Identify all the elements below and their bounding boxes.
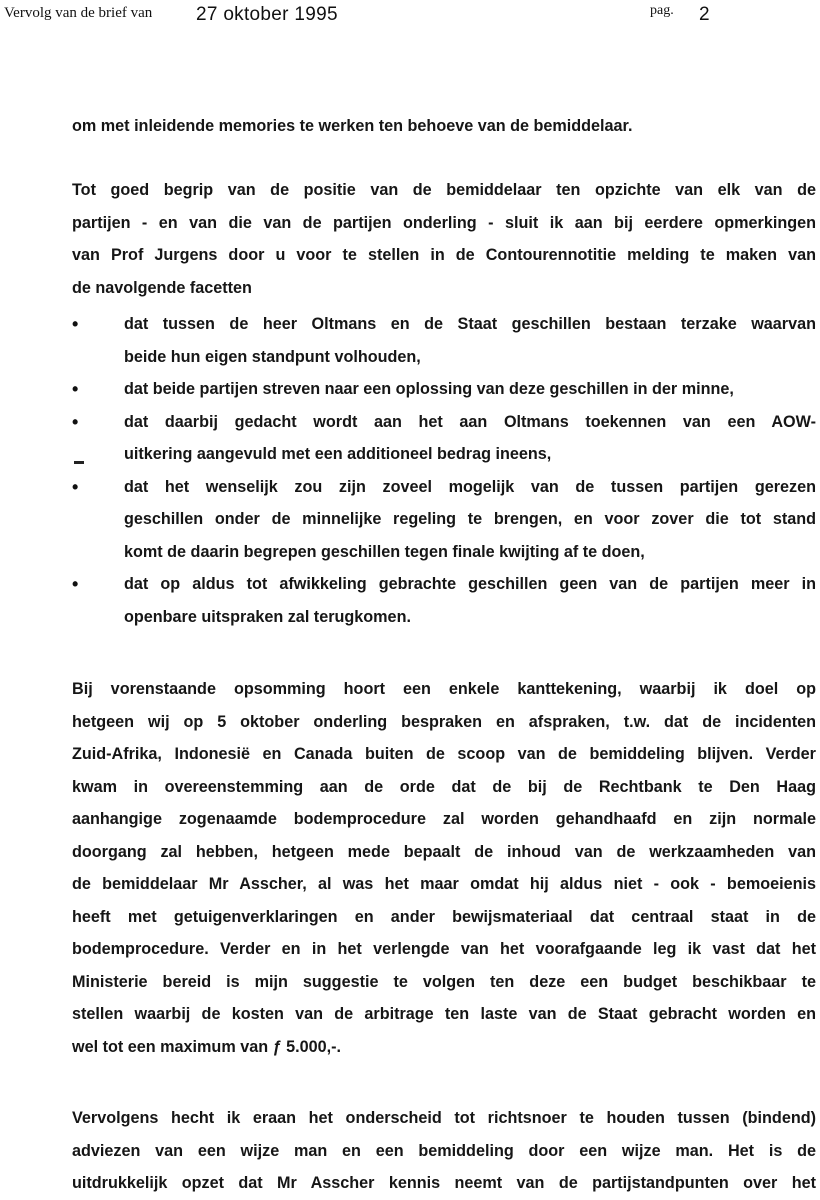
list-item: [72, 308, 816, 373]
text-line: Zuid-Afrika, Indonesië en Canada buiten de scoop van de bemiddeling blijven. Verder: [72, 745, 816, 763]
text-line: komt de daarin begrepen geschillen tegen finale kwijting af te doen,: [124, 542, 645, 561]
text-line: om met inleidende memories te werken ten behoeve van de bemiddelaar.: [72, 117, 633, 135]
text-line: openbare uitspraken zal terugkomen.: [124, 607, 411, 626]
bullet-list: [72, 308, 816, 633]
text-line: Ministerie bereid is mijn suggestie te volgen ten deze een budget beschikbaar te: [72, 972, 816, 991]
text-line: adviezen van een wijze man en een bemiddeling door een wijze man. Het is de: [72, 1141, 816, 1160]
text-line: hetgeen wij op 5 oktober onderling bespraken en afspraken, t.w. dat de incidenten: [72, 712, 816, 731]
text-line: stellen waarbij de kosten van de arbitrage ten laste van de Staat gebracht worden en: [72, 1005, 816, 1023]
text-line: beide hun eigen standpunt volhouden,: [124, 347, 421, 366]
text-line: wel tot een maximum van ƒ 5.000,-.: [72, 1037, 341, 1056]
paragraph-3: [72, 673, 816, 1063]
text-line: uitdrukkelijk opzet dat Mr Asscher kennis neemt van de partijstandpunten over het: [72, 1174, 816, 1192]
continuation-label: Vervolg van de brief van: [4, 5, 153, 21]
bullet-icon: •: [72, 314, 79, 334]
text-line: Tot goed begrip van de positie van de bemiddelaar ten opzichte van elk van de: [72, 181, 816, 199]
text-line: Bij vorenstaande opsomming hoort een enkele kanttekening, waarbij ik doel op: [72, 680, 816, 698]
text-line: de bemiddelaar Mr Asscher, al was het maar omdat hij aldus niet - ook - bemoeienis: [72, 875, 816, 893]
text-line: dat het wenselijk zou zijn zoveel mogelijk van de tussen partijen gerezen: [124, 477, 816, 496]
text-line: doorgang zal hebben, hetgeen mede bepaalt de inhoud van de werkzaamheden van: [72, 842, 816, 861]
text-line: Vervolgens hecht ik eraan het onderscheid tot richtsnoer te houden tussen (bindend): [72, 1109, 816, 1127]
text-line: geschillen onder de minnelijke regeling te brengen, en voor zover die tot stand: [124, 510, 816, 528]
bullet-icon: •: [72, 379, 79, 399]
paragraph-4: [72, 1102, 816, 1200]
text-line: bodemprocedure. Verder en in het verlengde van het voorafgaande leg ik vast dat het: [72, 940, 816, 958]
paragraph-1: [72, 110, 816, 143]
list-item: [72, 373, 816, 406]
text-line: de navolgende facetten: [72, 278, 252, 297]
list-item: [72, 406, 816, 471]
letter-date: 27 oktober 1995: [196, 4, 338, 25]
bullet-icon: •: [72, 574, 79, 594]
text-line: partijen - en van die van de partijen onderling - sluit ik aan bij eerdere opmerkingen: [72, 213, 816, 232]
page-label: pag.: [650, 3, 674, 18]
bullet-icon: •: [72, 476, 79, 497]
paragraph-2: [72, 174, 816, 304]
text-line: uitkering aangevuld met een additioneel bedrag ineens,: [124, 445, 552, 463]
text-line: kwam in overeenstemming aan de orde dat de bij de Rechtbank te Den Haag: [72, 777, 816, 796]
list-item: [72, 568, 816, 633]
margin-mark: [74, 461, 84, 464]
text-line: dat tussen de heer Oltmans en de Staat geschillen bestaan terzake waarvan: [124, 315, 816, 333]
text-line: dat daarbij gedacht wordt aan het aan Oltmans toekennen van een AOW-: [124, 412, 816, 431]
page-number: 2: [699, 4, 710, 25]
list-item: [72, 471, 816, 569]
text-line: dat op aldus tot afwikkeling gebrachte geschillen geen van de partijen meer in: [124, 575, 816, 593]
letter-header: [0, 0, 820, 32]
bullet-icon: •: [72, 411, 79, 432]
text-line: heeft met getuigenverklaringen en ander bewijsmateriaal dat centraal staat in de: [72, 907, 816, 926]
text-line: aanhangige zogenaamde bodemprocedure zal worden gehandhaafd en zijn normale: [72, 810, 816, 828]
text-line: dat beide partijen streven naar een oplossing van deze geschillen in der minne,: [124, 380, 734, 398]
text-line: van Prof Jurgens door u voor te stellen in de Contourennotitie melding te maken van: [72, 246, 816, 264]
